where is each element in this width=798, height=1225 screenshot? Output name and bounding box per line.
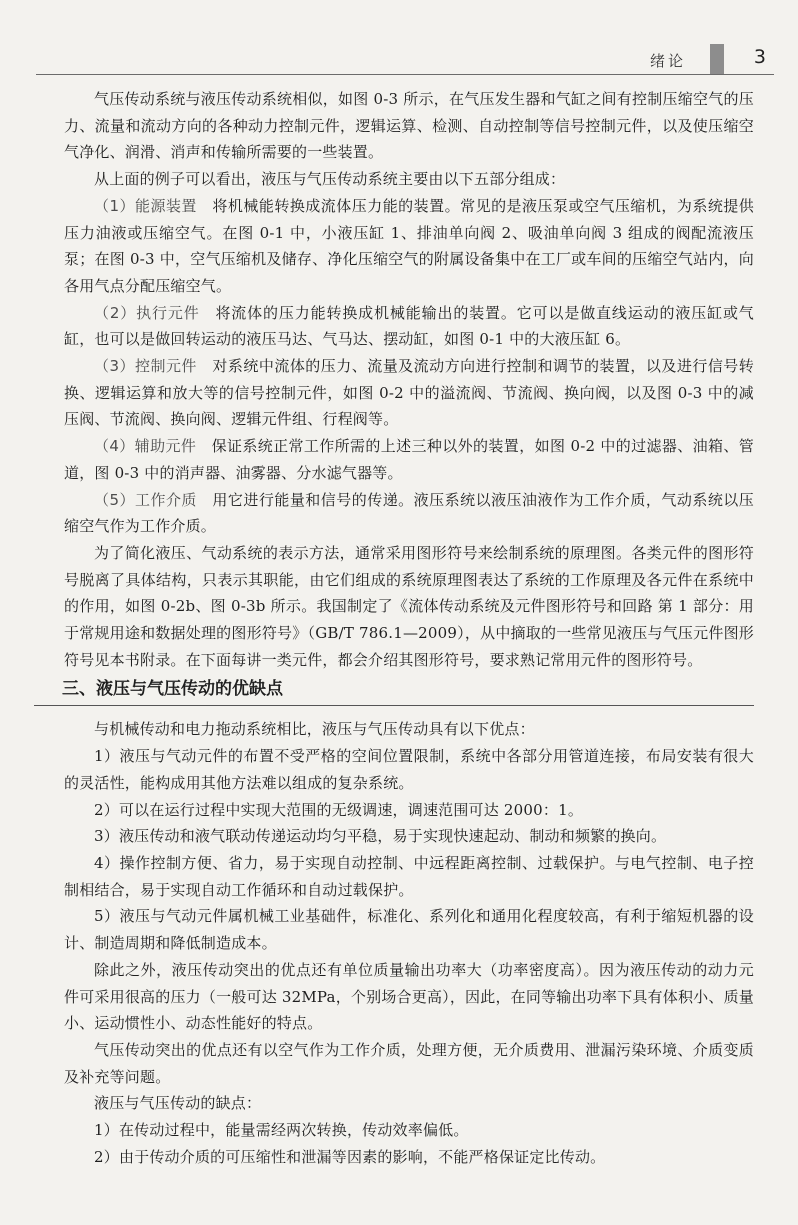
component-term: （2）执行元件 <box>94 303 200 322</box>
body-text <box>64 86 754 1170</box>
component-control-element <box>64 353 754 433</box>
page-number: 3 <box>753 46 766 68</box>
component-text: 将机械能转换成流体压力能的装置。常见的是液压泵或空气压缩机，为系统提供压力油液或压缩空气。在图 0-1 中，小液压缸 1、排油单向阀 2、吸油单向阀 3 组成的阀配流液压泵；在图 0-3 中，空气压缩机及储存、净化压缩空气的附属设备集中在工厂或车间的压缩空气站内，向各用气点分配压缩空气。 <box>64 196 754 295</box>
advantages-intro: 与机械传动和电力拖动系统相比，液压与气压传动具有以下优点： <box>94 720 535 739</box>
chapter-name: 绪论 <box>649 52 686 70</box>
component-working-medium <box>64 487 754 540</box>
component-energy-device <box>64 193 754 300</box>
advantage-item: 5）液压与气动元件属机械工业基础件，标准化、系列化和通用化程度较高，有利于缩短机器的设计、制造周期和降低制造成本。 <box>64 907 754 953</box>
component-term: （5）工作介质 <box>94 490 197 509</box>
component-term: （4）辅助元件 <box>94 437 197 456</box>
component-text: 将流体的压力能转换成机械能输出的装置。它可以是做直线运动的液压缸或气缸，也可以是做回转运动的液压马达、气马达、摆动缸，如图 0-1 中的大液压缸 6。 <box>64 303 754 349</box>
paragraph-pneumatic-advantage: 气压传动突出的优点还有以空气作为工作介质，处理方便，无介质费用、泄漏污染环境、介质变质及补充等问题。 <box>64 1040 754 1086</box>
disadvantage-item: 1）在传动过程中，能量需经两次转换，传动效率偏低。 <box>94 1121 469 1140</box>
paragraph-five-parts-intro: 从上面的例子可以看出，液压与气压传动系统主要由以下五部分组成： <box>94 170 566 189</box>
component-term: （1）能源装置 <box>94 196 197 215</box>
component-text: 用它进行能量和信号的传递。液压系统以液压油液作为工作介质，气动系统以压缩空气作为工作介质。 <box>64 490 754 536</box>
section-heading: 三、液压与气压传动的优缺点 <box>34 673 754 706</box>
advantage-item: 4）操作控制方便、省力，易于实现自动控制、中远程距离控制、过载保护。与电气控制、电子控制相结合，易于实现自动工作循环和自动过载保护。 <box>64 853 754 899</box>
running-header <box>36 44 774 75</box>
paragraph-pneumatic-system: 气压传动系统与液压传动系统相似，如图 0-3 所示，在气压发生器和气缸之间有控制压缩空气的压力、流量和流动方向的各种动力控制元件，逻辑运算、检测、自动控制等信号控制元件，以及使压缩空气净化、润滑、消声和传输所需要的一些装置。 <box>64 90 754 162</box>
component-actuator <box>64 300 754 353</box>
disadvantage-item: 2）由于传动介质的可压缩性和泄漏等因素的影响，不能严格保证定比传动。 <box>94 1147 606 1166</box>
advantage-item: 1）液压与气动元件的布置不受严格的空间位置限制，系统中各部分用管道连接，布局安装有很大的灵活性，能构成用其他方法难以组成的复杂系统。 <box>64 747 754 792</box>
component-term: （3）控制元件 <box>94 357 197 376</box>
component-text: 对系统中流体的压力、流量及流动方向进行控制和调节的装置，以及进行信号转换、逻辑运算和放大等的信号控制元件，如图 0-2 中的溢流阀、节流阀、换向阀，以及图 0-3 中的减压阀、节流阀、换向阀、逻辑元件组、行程阀等。 <box>64 357 754 429</box>
paragraph-graphic-symbols: 为了简化液压、气动系统的表示方法，通常采用图形符号来绘制系统的原理图。各类元件的图形符号脱离了具体结构，只表示其职能，由它们组成的系统原理图表达了系统的工作原理及各元件在系统中的作用，如图 0-2b、图 0-3b 所示。我国制定了《流体传动系统及元件图形符号和回路 第 1 部分：用于常规用途和数据处理的图形符号》（GB/T 786.1—2009），从中摘取的一些常见液压与气压元件图形符号见本书附录。在下面每讲一类元件，都会介绍其图形符号，要求熟记常用元件的图形符号。 <box>64 543 754 669</box>
component-text: 保证系统正常工作所需的上述三种以外的装置，如图 0-2 中的过滤器、油箱、管道，图 0-3 中的消声器、油雾器、分水滤气器等。 <box>64 437 754 482</box>
advantage-item: 2）可以在运行过程中实现大范围的无级调速，调速范围可达 2000：1。 <box>94 800 584 819</box>
advantage-item: 3）液压传动和液气联动传递运动均匀平稳，易于实现快速起动、制动和频繁的换向。 <box>94 827 667 846</box>
disadvantages-intro: 液压与气压传动的缺点： <box>94 1094 262 1113</box>
header-bar-decoration <box>710 44 724 74</box>
paragraph-hydraulic-advantage: 除此之外，液压传动突出的优点还有单位质量输出功率大（功率密度高）。因为液压传动的动力元件可采用很高的压力（一般可达 32MPa，个别场合更高），因此，在同等输出功率下具有体积小、质量小、运动惯性小、动态性能好的特点。 <box>64 960 754 1033</box>
component-auxiliary-element <box>64 433 754 486</box>
